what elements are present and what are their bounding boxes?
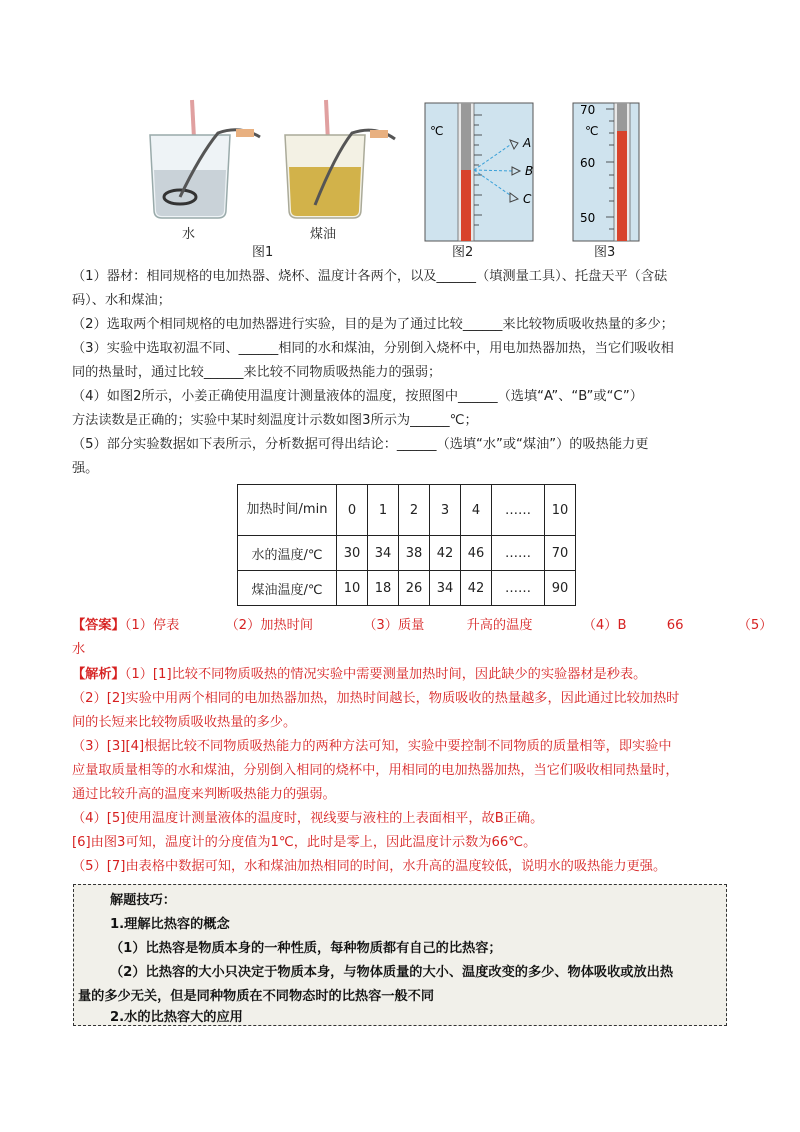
fig2-thermometer [425, 103, 533, 241]
analysis-line-1 [72, 663, 732, 687]
analysis-line: （5）[7]由表格中数据可知，水和煤油加热相同的时间，水升高的温度较低，说明水的吸热能力更强。 [72, 859, 667, 874]
view-a-label: A [523, 136, 532, 150]
fig3-tick-50: 50 [580, 211, 596, 225]
water-beaker-image [150, 100, 260, 218]
fig2-caption: 图2 [452, 245, 474, 260]
tips-line: 2.水的比热容大的应用 [110, 1010, 243, 1025]
kerosene-label: 煤油 [310, 227, 337, 242]
table-cell: …… [492, 536, 545, 571]
question-4-line-2: 方法读数是正确的；实验中某时刻温度计示数如图3所示为______℃； [72, 413, 478, 428]
answer-item: （1）停表 [124, 618, 180, 633]
table-cell: 70 [545, 536, 576, 571]
analysis-line: （2）[2]实验中用两个相同的电加热器加热，加热时间越长，物质吸收的热量越多，因此通过比较加热时 [72, 691, 680, 706]
answer-tag: 【答案】 [72, 618, 125, 633]
table-header-cell: 10 [545, 485, 576, 536]
fig3-tick-60: 60 [580, 156, 596, 170]
answer-item: （4）B [582, 618, 627, 633]
table-header-cell: 0 [337, 485, 368, 536]
fig3-unit: ℃ [585, 124, 599, 138]
tips-line: （1）比热容是物质本身的一种性质，每种物质都有自己的比热容； [110, 941, 502, 956]
analysis-first: （1）[1]比较不同物质吸热的情况实验中需要测量加热时间，因此缺少的实验器材是秒表。 [124, 667, 647, 682]
table-cell: 34 [368, 536, 399, 571]
table-row [238, 536, 576, 571]
tips-box [73, 884, 727, 1026]
data-table [237, 484, 576, 606]
question-1-line-1: （1）器材：相同规格的电加热器、烧杯、温度计各两个，以及______（填测量工具）、托盘天平（含砝 [72, 269, 668, 284]
table-cell: 46 [461, 536, 492, 571]
answer-line [72, 614, 773, 638]
fig2-unit: ℃ [430, 124, 444, 138]
answer-item: 66 [666, 618, 684, 633]
analysis-line: 应量取质量相等的水和煤油，分别倒入相同的烧杯中，用相同的电加热器加热，当它们吸收相同热量时， [72, 763, 679, 778]
question-1-line-2: 码）、水和煤油； [72, 293, 171, 308]
table-cell: 水的温度/℃ [238, 536, 337, 571]
tips-line: 1.理解比热容的概念 [110, 917, 230, 932]
experiment-figures [140, 95, 660, 260]
table-cell: 38 [399, 536, 430, 571]
kerosene-beaker-image [285, 100, 395, 218]
table-cell: 10 [337, 571, 368, 606]
fig3-caption: 图3 [594, 245, 616, 260]
question-2: （2）选取两个相同规格的电加热器进行实验，目的是为了通过比较______来比较物质吸收热量的多少； [72, 317, 674, 332]
table-header-cell: 3 [430, 485, 461, 536]
table-row [238, 571, 576, 606]
answer-item: （5） [737, 618, 773, 633]
table-header-cell: 1 [368, 485, 399, 536]
answer-item: 升高的温度 [466, 618, 533, 633]
question-5-line-1: （5）部分实验数据如下表所示，分析数据可得出结论：______（选填“水”或“煤油”）的吸热能力更 [72, 437, 649, 452]
table-header-cell: 2 [399, 485, 430, 536]
answer-item: （3）质量 [363, 618, 425, 633]
table-cell: 26 [399, 571, 430, 606]
table-cell: 42 [430, 536, 461, 571]
view-b-label: B [525, 164, 534, 178]
answer-item: （2）加热时间 [225, 618, 314, 633]
table-cell: 34 [430, 571, 461, 606]
table-cell: 42 [461, 571, 492, 606]
table-cell: 30 [337, 536, 368, 571]
fig3-thermometer [573, 103, 639, 241]
table-cell: 煤油温度/℃ [238, 571, 337, 606]
analysis-line: （4）[5]使用温度计测量液体的温度时，视线要与液柱的上表面相平，故B正确。 [72, 811, 544, 826]
figures-area [140, 95, 660, 260]
fig1-caption: 图1 [252, 245, 274, 260]
water-label: 水 [182, 227, 196, 242]
tips-line: （2）比热容的大小只决定于物质本身，与物体质量的大小、温度改变的多少、物体吸收或放出热 [110, 965, 674, 980]
question-3-line-2: 同的热量时，通过比较______来比较不同物质吸热能力的强弱； [72, 365, 442, 380]
table-cell: …… [492, 571, 545, 606]
question-5-line-2: 强。 [72, 461, 99, 476]
question-4-line-1: （4）如图2所示，小姜正确使用温度计测量液体的温度，按照图中______（选填“A”、“B”或“C”） [72, 389, 643, 404]
table-header-cell: 加热时间/min [238, 485, 337, 536]
analysis-line: （3）[3][4]根据比较不同物质吸热能力的两种方法可知，实验中要控制不同物质的质量相等，即实验中 [72, 739, 672, 754]
fig3-tick-70: 70 [580, 103, 596, 117]
analysis-line: [6]由图3可知，温度计的分度值为1℃，此时是零上，因此温度计示数为66℃。 [72, 835, 537, 850]
tips-line: 量的多少无关，但是同种物质在不同物态时的比热容一般不同 [78, 989, 435, 1004]
view-c-label: C [523, 192, 532, 206]
answer-last: 水 [72, 642, 86, 657]
table-header-cell: …… [492, 485, 545, 536]
tips-title: 解题技巧： [110, 893, 176, 908]
analysis-line: 通过比较升高的温度来判断吸热能力的强弱。 [72, 787, 336, 802]
table-header-cell: 4 [461, 485, 492, 536]
question-3-line-1: （3）实验中选取初温不同、______相同的水和煤油，分别倒入烧杯中，用电加热器加热，当它们吸收相 [72, 341, 674, 356]
analysis-line: 间的长短来比较物质吸收热量的多少。 [72, 715, 297, 730]
analysis-tag: 【解析】 [72, 667, 125, 682]
table-cell: 18 [368, 571, 399, 606]
table-cell: 90 [545, 571, 576, 606]
table-header-row [238, 485, 576, 536]
